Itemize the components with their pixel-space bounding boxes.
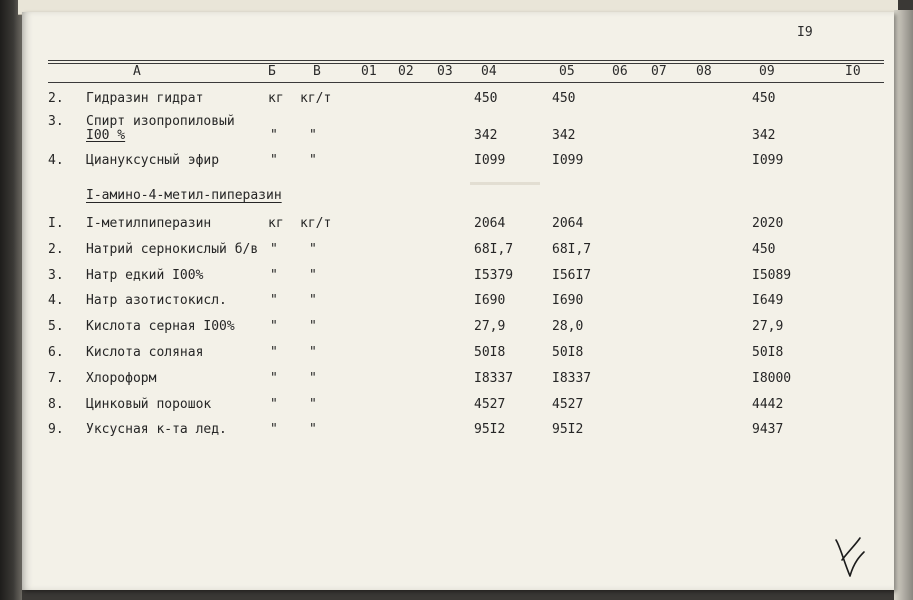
col-header-06: 06 xyxy=(612,64,628,79)
col-header-08: 08 xyxy=(696,64,712,79)
row-number: 3. xyxy=(48,114,64,129)
item-name: Кислота серная I00% xyxy=(86,319,235,335)
item-name: Натр едкий I00% xyxy=(86,267,204,283)
value-04: I5379 xyxy=(474,267,514,283)
item-name: Хлороформ xyxy=(86,370,157,386)
value-09: I099 xyxy=(752,153,784,168)
value-09: 450 xyxy=(752,91,776,106)
value-05: 68I,7 xyxy=(552,241,592,257)
value-09: 2020 xyxy=(752,216,784,231)
unit-v: " xyxy=(309,396,317,412)
value-09: I8000 xyxy=(752,370,792,386)
value-05: I8337 xyxy=(552,370,592,386)
unit-v: кг/т xyxy=(300,91,332,106)
value-05: 342 xyxy=(552,128,576,143)
table-row xyxy=(0,293,913,313)
table-row xyxy=(0,422,913,442)
col-header-b: Б xyxy=(268,64,276,79)
value-09: 342 xyxy=(752,128,776,143)
col-header-03: 03 xyxy=(437,64,453,79)
unit-v: " xyxy=(309,422,317,438)
item-name: Спирт изопропиловый xyxy=(86,114,235,129)
item-name: Гидразин гидрат xyxy=(86,91,204,106)
unit-b: " xyxy=(270,396,278,412)
table-row xyxy=(0,345,913,365)
row-number: 7. xyxy=(48,370,64,386)
table-row xyxy=(0,91,913,111)
item-name-continued: I00 % xyxy=(86,128,126,143)
bleed-through-mark xyxy=(470,178,550,193)
value-09: 9437 xyxy=(752,422,784,438)
col-header-09: 09 xyxy=(759,64,775,79)
handwritten-signature xyxy=(830,532,870,586)
item-name: Кислота соляная xyxy=(86,345,204,360)
unit-v: " xyxy=(309,128,317,143)
col-header-02: 02 xyxy=(398,64,414,79)
table-row xyxy=(0,371,913,391)
col-header-v: В xyxy=(313,64,321,79)
row-number: 3. xyxy=(48,267,64,283)
value-09: I5089 xyxy=(752,267,792,283)
item-name: Уксусная к-та лед. xyxy=(86,422,227,438)
value-05: I56I7 xyxy=(552,267,592,283)
table-row-continued xyxy=(0,128,913,148)
unit-v: " xyxy=(309,319,317,335)
item-name: Цинковый порошок xyxy=(86,396,212,412)
col-header-05: 05 xyxy=(559,64,575,79)
row-number: 6. xyxy=(48,345,64,360)
table-row xyxy=(0,216,913,236)
header-rule-bottom xyxy=(48,82,884,83)
unit-b: " xyxy=(270,153,278,168)
table-row xyxy=(0,153,913,173)
row-number: 2. xyxy=(48,241,64,257)
unit-b: " xyxy=(270,293,278,309)
value-05: 2064 xyxy=(552,216,584,231)
item-name: Циануксусный эфир xyxy=(86,153,220,168)
unit-v: " xyxy=(309,241,317,257)
unit-v: " xyxy=(309,370,317,386)
value-09: 450 xyxy=(752,241,776,257)
unit-v: кг/т xyxy=(300,216,332,231)
value-05: 50I8 xyxy=(552,345,584,360)
value-05: I690 xyxy=(552,293,584,309)
value-04: 50I8 xyxy=(474,345,506,360)
unit-b: " xyxy=(270,241,278,257)
col-header-01: 01 xyxy=(361,64,377,79)
col-header-a: А xyxy=(133,64,141,79)
col-header-04: 04 xyxy=(481,64,497,79)
unit-b: кг xyxy=(268,216,284,231)
unit-b: " xyxy=(270,267,278,283)
row-number: 4. xyxy=(48,293,64,309)
value-05: 4527 xyxy=(552,396,584,412)
item-name: Натрий сернокислый б/в xyxy=(86,241,259,257)
row-number: 2. xyxy=(48,91,64,106)
value-05: I099 xyxy=(552,153,584,168)
unit-b: " xyxy=(270,128,278,143)
value-04: 2064 xyxy=(474,216,506,231)
row-number: 5. xyxy=(48,319,64,335)
col-header-10: I0 xyxy=(845,64,861,79)
unit-b: " xyxy=(270,422,278,438)
row-number: 4. xyxy=(48,153,64,168)
value-09: 50I8 xyxy=(752,345,784,360)
unit-v: " xyxy=(309,345,317,360)
value-05: 95I2 xyxy=(552,422,584,438)
unit-v: " xyxy=(309,293,317,309)
table-row xyxy=(0,319,913,339)
unit-b: " xyxy=(270,345,278,360)
table-row xyxy=(0,268,913,288)
unit-b: " xyxy=(270,370,278,386)
value-04: 450 xyxy=(474,91,498,106)
value-05: 28,0 xyxy=(552,319,584,335)
section-title: I-амино-4-метил-пиперазин xyxy=(86,188,282,203)
value-04: I690 xyxy=(474,293,506,309)
row-number: 8. xyxy=(48,396,64,412)
value-04: 27,9 xyxy=(474,319,506,335)
col-header-07: 07 xyxy=(651,64,667,79)
table-row xyxy=(0,242,913,262)
header-rule-top xyxy=(48,60,884,61)
value-09: I649 xyxy=(752,293,784,309)
value-09: 4442 xyxy=(752,396,784,412)
value-04: 95I2 xyxy=(474,422,506,438)
value-09: 27,9 xyxy=(752,319,784,335)
value-04: I099 xyxy=(474,153,506,168)
unit-b: кг xyxy=(268,91,284,106)
unit-v: " xyxy=(309,153,317,168)
unit-v: " xyxy=(309,267,317,283)
value-04: I8337 xyxy=(474,370,514,386)
value-04: 342 xyxy=(474,128,498,143)
item-name: I-метилпиперазин xyxy=(86,216,212,231)
item-name: Натр азотистокисл. xyxy=(86,293,227,309)
page-number: I9 xyxy=(797,25,813,40)
value-04: 68I,7 xyxy=(474,241,514,257)
value-05: 450 xyxy=(552,91,576,106)
row-number: I. xyxy=(48,216,64,231)
value-04: 4527 xyxy=(474,396,506,412)
row-number: 9. xyxy=(48,422,64,438)
unit-b: " xyxy=(270,319,278,335)
table-row xyxy=(0,397,913,417)
